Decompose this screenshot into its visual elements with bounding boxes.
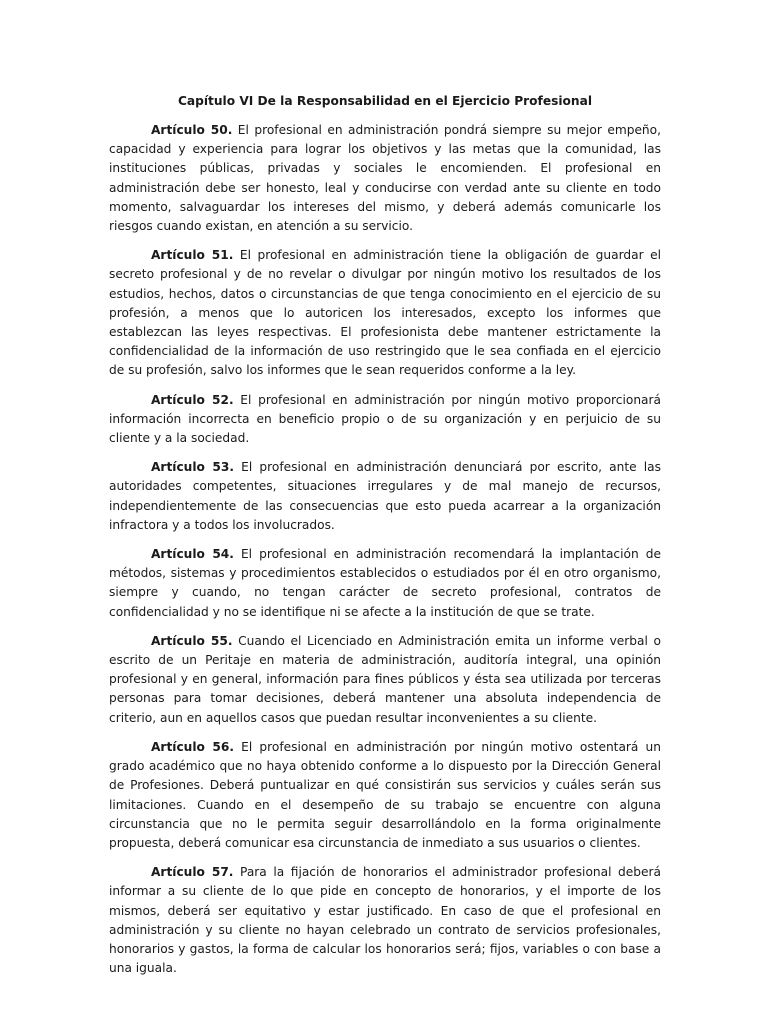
article-text: El profesional en administración pondrá siempre su mejor empeño, capacidad y experiencia para lograr los objetivos y las metas que la comunidad, las instituciones públicas, privadas y sociales le encomienden. El profesional en administración debe ser honesto, leal y conducirse con verdad ante su cliente en todo momento, salvaguardar los intereses del mismo, y deberá además comunicarle los riesgos cuando existan, en atención a su servicio. bbox=[109, 123, 661, 234]
article-55 bbox=[109, 632, 661, 728]
article-text: El profesional en administración denunciará por escrito, ante las autoridades competentes, situaciones irregulares y de mal manejo de recursos, independientemente de las consecuencias que esto pueda acarrear a la organización infractora y a todos los involucrados. bbox=[109, 460, 661, 532]
article-51 bbox=[109, 246, 661, 380]
article-label: Artículo 52. bbox=[151, 392, 234, 407]
article-52 bbox=[109, 391, 661, 449]
article-54 bbox=[109, 545, 661, 622]
document-page bbox=[109, 92, 661, 988]
article-text: El profesional en administración por ningún motivo proporcionará información incorrecta en beneficio propio o de su organización y en perjuicio de su cliente y a la sociedad. bbox=[109, 392, 662, 446]
article-text: Para la fijación de honorarios el administrador profesional deberá informar a su cliente de lo que pide en concepto de honorarios, y el importe de los mismos, deberá ser equitativo y estar justificado. En caso de que el profesional en administración y su cliente no hayan celebrado un contrato de servicios profesionales, honorarios y gastos, la forma de calcular los honorarios será; fijos, variables o con base a una iguala. bbox=[109, 865, 661, 976]
article-text: El profesional en administración tiene la obligación de guardar el secreto profesional y de no revelar o divulgar por ningún motivo los resultados de los estudios, hechos, datos o circunstancias de que tenga conocimiento en el ejercicio de su profesión, a menos que lo autoricen los interesados, excepto los informes que establezcan las leyes respectivas. El profesionista debe mantener estrictamente la confidencialidad de la información de uso restringido que le sea confiada en el ejercicio de su profesión, salvo los informes que le sean requeridos conforme a la ley. bbox=[109, 248, 661, 378]
article-text: Cuando el Licenciado en Administración emita un informe verbal o escrito de un Peritaje en materia de administración, auditoría integral, una opinión profesional y en general, información para fines públicos y ésta sea utilizada por terceras personas para tomar decisiones, deberá mantener una absoluta independencia de criterio, aun en aquellos casos que puedan resultar inconvenientes a su cliente. bbox=[109, 633, 661, 725]
article-label: Artículo 57. bbox=[151, 865, 234, 880]
article-50 bbox=[109, 121, 661, 236]
article-label: Artículo 51. bbox=[151, 248, 234, 263]
article-label: Artículo 53. bbox=[151, 460, 235, 475]
article-53 bbox=[109, 458, 661, 535]
article-label: Artículo 56. bbox=[151, 739, 235, 754]
article-label: Artículo 50. bbox=[151, 123, 233, 137]
article-label: Artículo 55. bbox=[151, 633, 233, 648]
article-text: El profesional en administración recomendará la implantación de métodos, sistemas y procedimientos establecidos o estudiados por él en otro organismo, siempre y cuando, no tengan carácter de secreto profesional, contratos de confidencialidad y no se identifique ni se afecte a la institución de que se trate. bbox=[109, 547, 661, 619]
article-56 bbox=[109, 738, 661, 853]
article-text: El profesional en administración por ningún motivo ostentará un grado académico que no haya obtenido conforme a lo dispuesto por la Dirección General de Profesiones. Deberá puntualizar en qué consistirán sus servicios y cuáles serán sus limitaciones. Cuando en el desempeño de su trabajo se encuentre con alguna circunstancia que no le permita seguir desarrollándolo en la forma originalmente propuesta, deberá comunicar esa circunstancia de inmediato a sus usuarios o clientes. bbox=[109, 739, 661, 850]
article-57 bbox=[109, 863, 661, 978]
article-label: Artículo 54. bbox=[151, 547, 234, 562]
chapter-title: Capítulo VI De la Responsabilidad en el Ejercicio Profesional bbox=[177, 94, 592, 108]
